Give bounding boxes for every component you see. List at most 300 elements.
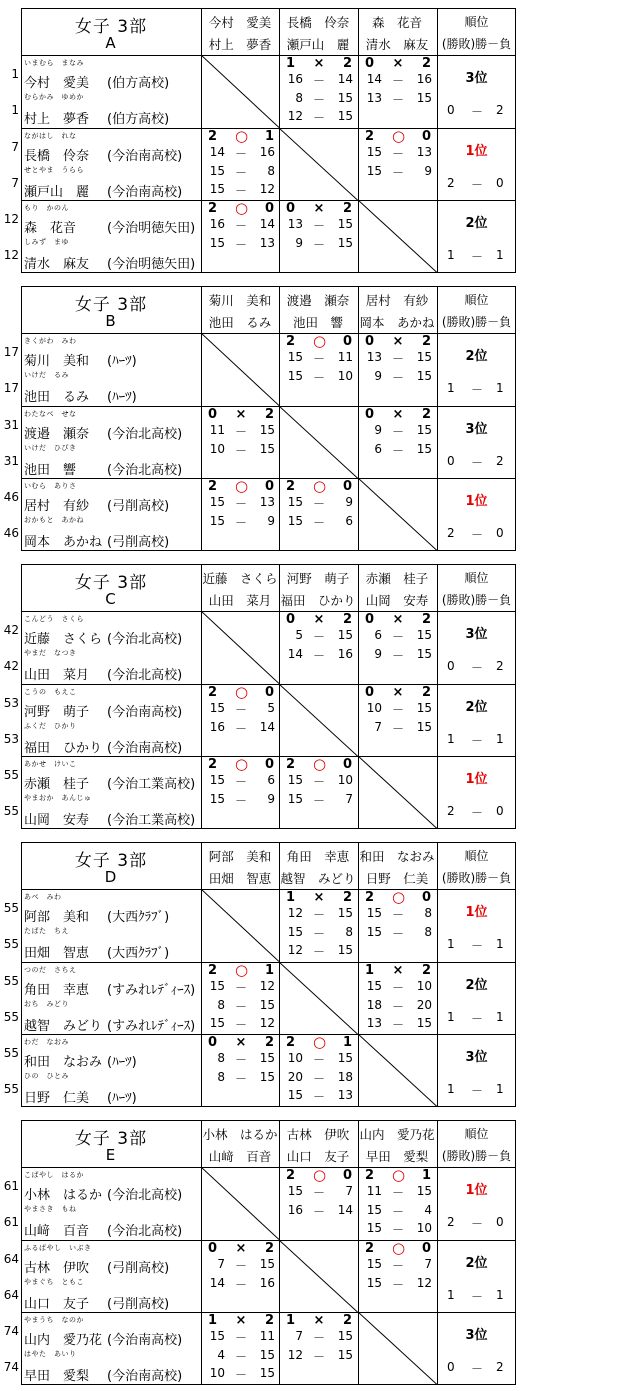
seed-number: 46 [3, 526, 19, 540]
player-furigana: ふくだ ひかり [24, 722, 77, 730]
match-result [358, 1241, 436, 1257]
match-sets-lost: 2 [422, 963, 432, 978]
match-sets-lost: 2 [343, 56, 353, 71]
match-sets-lost: 0 [343, 1168, 353, 1183]
column-player-bottom: 池田 るみ [208, 315, 272, 330]
column-player-bottom: 早田 愛梨 [365, 1149, 429, 1164]
seed-number: 31 [3, 454, 19, 468]
match-result [279, 201, 357, 217]
player-school: (今治南高校) [107, 149, 183, 164]
match-sets-lost: 2 [422, 612, 432, 627]
game-score [201, 514, 279, 530]
score-dash: － [235, 1368, 248, 1382]
game-points-against: 14 [259, 720, 275, 734]
player-name: 角田 幸恵 [24, 983, 90, 998]
game-points-for: 6 [374, 442, 382, 456]
self-match-diagonal [358, 200, 437, 273]
player-school: (大西ｸﾗﾌﾞ) [107, 946, 170, 961]
game-points-for: 4 [217, 1348, 225, 1362]
player-name: 古林 伊吹 [24, 1261, 90, 1276]
ranking-place: 3位 [465, 1328, 488, 1343]
ranking-place: 3位 [465, 627, 488, 642]
player-furigana: わだ なおみ [24, 1038, 69, 1046]
game-score [358, 1276, 436, 1292]
record-wins: 1 [447, 1010, 455, 1024]
player-school: (今治南高校) [107, 185, 183, 200]
match-sets-won: 0 [208, 407, 218, 422]
match-sets-lost: 1 [265, 129, 275, 144]
win-loss-record [437, 454, 516, 470]
ranking-place: 2位 [465, 1256, 488, 1271]
game-points-against: 15 [337, 236, 353, 250]
match-result [201, 1313, 279, 1329]
seed-number: 1 [11, 103, 19, 117]
game-score [279, 369, 357, 385]
player-furigana: やまさき もね [24, 1205, 77, 1213]
game-points-for: 15 [287, 350, 303, 364]
game-points-for: 15 [366, 925, 382, 939]
match-sets-won: 0 [365, 334, 375, 349]
record-wins: 2 [447, 176, 455, 190]
game-points-against: 15 [416, 647, 432, 661]
game-score [279, 1203, 357, 1219]
score-dash: － [313, 794, 326, 808]
column-player-bottom: 山口 友子 [286, 1149, 350, 1164]
win-circle-icon: ○ [313, 1033, 327, 1051]
column-player-top: 角田 幸恵 [286, 849, 350, 864]
player-furigana: こんどう さくら [24, 615, 84, 623]
score-dash: － [392, 371, 405, 385]
player-name: 阿部 美和 [24, 910, 90, 925]
column-player-top: 長橋 伶奈 [286, 15, 350, 30]
score-dash: － [313, 497, 326, 511]
match-sets-lost: 2 [343, 890, 353, 905]
score-dash: － [392, 1186, 405, 1200]
win-loss-record [437, 526, 516, 542]
record-dash: － [471, 734, 484, 748]
game-points-for: 15 [366, 164, 382, 178]
match-result [279, 890, 357, 906]
group-table-b [3, 286, 516, 551]
column-player-top: 和田 なおみ [359, 849, 435, 864]
player-name: 菊川 美和 [24, 354, 90, 369]
record-wins: 2 [447, 1215, 455, 1229]
game-score [358, 369, 436, 385]
self-match-diagonal [279, 406, 358, 479]
game-points-for: 15 [287, 514, 303, 528]
record-wins: 0 [447, 659, 455, 673]
game-score [358, 1184, 436, 1200]
player-furigana: ふるばやし いぶき [24, 1244, 92, 1252]
player-name: 日野 仁美 [24, 1091, 90, 1106]
game-score [358, 647, 436, 663]
seed-number: 53 [3, 696, 19, 710]
score-dash: － [313, 238, 326, 252]
score-dash: － [235, 722, 248, 736]
player-name: 池田 るみ [24, 390, 90, 405]
match-sets-won: 1 [286, 56, 296, 71]
column-player-bottom: 岡本 あかね [359, 315, 435, 330]
win-loss-record [437, 659, 516, 675]
game-points-for: 13 [287, 217, 303, 231]
win-loss-record [437, 1215, 516, 1231]
game-points-against: 12 [259, 182, 275, 196]
match-result [201, 129, 279, 145]
match-sets-won: 2 [208, 201, 218, 216]
seed-number: 12 [3, 248, 19, 262]
player-furigana: あべ みわ [24, 893, 62, 901]
game-points-against: 15 [337, 1329, 353, 1343]
match-sets-won: 1 [365, 963, 375, 978]
seed-number: 55 [3, 804, 19, 818]
score-dash: － [313, 352, 326, 366]
match-sets-won: 2 [208, 685, 218, 700]
record-losses: 2 [496, 454, 504, 468]
score-dash: － [392, 981, 405, 995]
score-dash: － [235, 1072, 248, 1086]
game-points-for: 8 [217, 1070, 225, 1084]
score-dash: － [235, 703, 248, 717]
record-dash: － [471, 806, 484, 820]
loss-cross-icon: × [313, 56, 325, 71]
column-player-bottom: 山﨑 百音 [208, 1149, 272, 1164]
game-score [279, 91, 357, 107]
game-score [201, 182, 279, 198]
self-match-diagonal [201, 55, 279, 128]
record-wins: 1 [447, 1288, 455, 1302]
game-points-against: 15 [259, 423, 275, 437]
game-points-for: 10 [209, 442, 225, 456]
seed-number: 7 [11, 140, 19, 154]
record-wins: 1 [447, 732, 455, 746]
game-score [358, 423, 436, 439]
self-match-diagonal [358, 478, 437, 551]
player-name: 今村 愛美 [24, 76, 90, 91]
score-dash: － [235, 219, 248, 233]
record-losses: 2 [496, 103, 504, 117]
ranking-place: 3位 [465, 1050, 488, 1065]
game-points-for: 12 [287, 943, 303, 957]
record-dash: － [471, 456, 484, 470]
record-losses: 0 [496, 1215, 504, 1229]
seed-number: 55 [3, 901, 19, 915]
match-sets-lost: 0 [422, 129, 432, 144]
match-result [358, 612, 436, 628]
record-dash: － [471, 1012, 484, 1026]
loss-cross-icon: × [392, 407, 404, 422]
score-dash: － [235, 794, 248, 808]
group-table-d [3, 842, 516, 1107]
game-score [279, 350, 357, 366]
match-sets-lost: 0 [265, 685, 275, 700]
game-score [201, 164, 279, 180]
win-loss-record [437, 732, 516, 748]
player-furigana: むらかみ ゆめか [24, 93, 84, 101]
game-points-for: 8 [217, 998, 225, 1012]
player-name: 河野 萌子 [24, 705, 90, 720]
match-sets-won: 0 [286, 612, 296, 627]
game-score [279, 1070, 357, 1086]
game-score [279, 72, 357, 88]
game-points-against: 15 [337, 109, 353, 123]
player-name: 瀬戸山 麗 [24, 185, 90, 200]
game-points-for: 12 [287, 109, 303, 123]
game-points-against: 7 [345, 792, 353, 806]
self-match-diagonal [279, 684, 358, 757]
score-dash: － [235, 147, 248, 161]
player-name: 山内 愛乃花 [24, 1333, 103, 1348]
match-sets-lost: 2 [343, 201, 353, 216]
game-points-for: 12 [287, 906, 303, 920]
game-score [279, 1329, 357, 1345]
win-loss-record [437, 248, 516, 264]
match-sets-lost: 2 [343, 612, 353, 627]
match-sets-won: 2 [208, 479, 218, 494]
loss-cross-icon: × [235, 1241, 247, 1256]
game-points-for: 15 [366, 1203, 382, 1217]
game-points-for: 15 [287, 369, 303, 383]
game-score [279, 1348, 357, 1364]
score-dash: － [392, 166, 405, 180]
self-match-diagonal [279, 962, 358, 1035]
game-points-for: 15 [209, 1016, 225, 1030]
match-sets-won: 2 [208, 963, 218, 978]
win-loss-record [437, 1082, 516, 1098]
record-losses: 0 [496, 526, 504, 540]
game-points-against: 15 [259, 1366, 275, 1380]
game-points-for: 18 [366, 998, 382, 1012]
score-dash: － [235, 1053, 248, 1067]
player-name: 居村 有紗 [24, 499, 90, 514]
seed-number: 55 [3, 1046, 19, 1060]
column-player-bottom: 福田 ひかり [280, 593, 356, 608]
player-furigana: あかせ けいこ [24, 760, 77, 768]
game-points-for: 14 [366, 72, 382, 86]
record-dash: － [471, 939, 484, 953]
score-dash: － [235, 444, 248, 458]
game-score [201, 792, 279, 808]
match-sets-lost: 2 [343, 1313, 353, 1328]
player-furigana: ひの ひとみ [24, 1072, 69, 1080]
player-name: 福田 ひかり [24, 741, 103, 756]
self-match-diagonal [201, 333, 279, 406]
score-dash: － [313, 93, 326, 107]
win-circle-icon: ○ [235, 683, 249, 701]
column-player-top: 森 花音 [371, 15, 422, 30]
player-name: 渡邉 瀬奈 [24, 427, 90, 442]
score-dash: － [235, 516, 248, 530]
game-points-against: 15 [416, 350, 432, 364]
group-title: 女子 3部 [74, 573, 148, 593]
player-school: (弓削高校) [107, 1261, 170, 1276]
game-points-for: 15 [209, 495, 225, 509]
score-dash: － [392, 908, 405, 922]
player-name: 和田 なおみ [24, 1055, 103, 1070]
game-points-against: 16 [259, 1276, 275, 1290]
score-dash: － [313, 1186, 326, 1200]
game-points-against: 7 [345, 1184, 353, 1198]
match-result [279, 1035, 357, 1051]
game-points-against: 8 [267, 164, 275, 178]
column-player-top: 近藤 さくら [202, 571, 278, 586]
game-points-for: 14 [287, 647, 303, 661]
column-player-bottom: 山田 菜月 [208, 593, 272, 608]
match-result [358, 963, 436, 979]
record-wins: 1 [447, 1082, 455, 1096]
score-dash: － [313, 927, 326, 941]
group-table-a [3, 8, 516, 273]
match-result [358, 890, 436, 906]
column-player-bottom: 瀬戸山 麗 [286, 37, 350, 52]
game-score [201, 217, 279, 233]
game-points-against: 15 [416, 1184, 432, 1198]
game-points-for: 15 [209, 514, 225, 528]
player-furigana: はやた あいり [24, 1350, 77, 1358]
loss-cross-icon: × [392, 612, 404, 627]
player-furigana: つのだ さちえ [24, 966, 77, 974]
game-score [201, 701, 279, 717]
player-furigana: いまむら まなみ [24, 59, 84, 67]
seed-number: 17 [3, 381, 19, 395]
game-points-against: 15 [337, 91, 353, 105]
match-sets-won: 2 [365, 890, 375, 905]
game-score [201, 1329, 279, 1345]
player-name: 清水 麻友 [24, 257, 90, 272]
game-points-against: 13 [259, 236, 275, 250]
record-losses: 1 [496, 248, 504, 262]
score-dash: － [313, 1205, 326, 1219]
score-dash: － [392, 1205, 405, 1219]
game-points-against: 8 [424, 906, 432, 920]
game-score [358, 1016, 436, 1032]
player-furigana: こうの もえこ [24, 688, 77, 696]
loss-cross-icon: × [313, 612, 325, 627]
game-points-against: 13 [337, 1088, 353, 1102]
game-points-against: 15 [416, 1016, 432, 1030]
player-school: (今治北高校) [107, 427, 183, 442]
game-points-against: 8 [345, 925, 353, 939]
match-sets-won: 0 [286, 201, 296, 216]
game-points-for: 13 [366, 91, 382, 105]
game-points-against: 15 [337, 628, 353, 642]
match-result [358, 1168, 436, 1184]
group-title: 女子 3部 [74, 851, 148, 871]
seed-number: 55 [3, 1010, 19, 1024]
match-result [201, 963, 279, 979]
win-circle-icon: ○ [313, 1166, 327, 1184]
ranking-place: 1位 [465, 772, 488, 787]
score-dash: － [235, 981, 248, 995]
seed-number: 42 [3, 659, 19, 673]
win-circle-icon: ○ [235, 755, 249, 773]
ranking-place: 3位 [465, 71, 488, 86]
record-wins: 1 [447, 381, 455, 395]
match-result [279, 757, 357, 773]
ranking-place: 1位 [465, 494, 488, 509]
record-dash: － [471, 528, 484, 542]
game-score [201, 720, 279, 736]
match-sets-lost: 0 [265, 757, 275, 772]
player-school: (弓削高校) [107, 1297, 170, 1312]
game-points-against: 15 [259, 1257, 275, 1271]
game-points-for: 6 [374, 628, 382, 642]
win-loss-record [437, 103, 516, 119]
game-points-against: 6 [345, 514, 353, 528]
game-points-for: 15 [366, 1221, 382, 1235]
group-table-e [3, 1120, 516, 1385]
game-score [358, 1257, 436, 1273]
seed-number: 61 [3, 1179, 19, 1193]
game-points-for: 15 [366, 1257, 382, 1271]
score-dash: － [313, 1331, 326, 1345]
player-furigana: やまおか あんじゅ [24, 794, 92, 802]
match-sets-won: 1 [286, 890, 296, 905]
player-school: (今治工業高校) [107, 777, 196, 792]
game-score [358, 72, 436, 88]
player-furigana: やまぐち ともこ [24, 1278, 84, 1286]
self-match-diagonal [201, 889, 279, 962]
player-school: (今治北高校) [107, 463, 183, 478]
game-points-for: 11 [366, 1184, 382, 1198]
score-dash: － [313, 1350, 326, 1364]
loss-cross-icon: × [392, 334, 404, 349]
match-sets-lost: 0 [422, 1241, 432, 1256]
ranking-header: 順位 [464, 849, 489, 863]
game-score [201, 1276, 279, 1292]
game-score [201, 145, 279, 161]
score-dash: － [392, 444, 405, 458]
seed-number: 1 [11, 67, 19, 81]
game-score [201, 442, 279, 458]
game-points-against: 14 [337, 72, 353, 86]
game-points-against: 6 [267, 773, 275, 787]
game-points-for: 9 [295, 236, 303, 250]
win-circle-icon: ○ [235, 961, 249, 979]
game-score [279, 109, 357, 125]
player-furigana: こばやし はるか [24, 1171, 84, 1179]
player-name: 森 花音 [24, 221, 77, 236]
match-result [279, 1168, 357, 1184]
seed-number: 46 [3, 490, 19, 504]
game-points-against: 11 [259, 1329, 275, 1343]
win-circle-icon: ○ [235, 199, 249, 217]
match-sets-lost: 0 [265, 479, 275, 494]
game-points-against: 15 [416, 423, 432, 437]
match-result [358, 334, 436, 350]
player-name: 近藤 さくら [24, 632, 103, 647]
game-score [358, 906, 436, 922]
self-match-diagonal [279, 1240, 358, 1313]
group-title: 女子 3部 [74, 1129, 148, 1149]
player-name: 村上 夢香 [24, 112, 90, 127]
self-match-diagonal [358, 756, 437, 829]
game-points-for: 9 [374, 647, 382, 661]
loss-cross-icon: × [235, 407, 247, 422]
match-sets-lost: 2 [265, 1241, 275, 1256]
game-score [358, 998, 436, 1014]
record-wins: 1 [447, 937, 455, 951]
game-score [201, 1051, 279, 1067]
record-dash: － [471, 1290, 484, 1304]
game-score [358, 442, 436, 458]
game-score [358, 350, 436, 366]
game-points-against: 15 [416, 720, 432, 734]
score-dash: － [392, 352, 405, 366]
score-dash: － [392, 722, 405, 736]
match-sets-won: 2 [365, 1168, 375, 1183]
column-player-top: 菊川 美和 [208, 293, 272, 308]
seed-number: 55 [3, 937, 19, 951]
